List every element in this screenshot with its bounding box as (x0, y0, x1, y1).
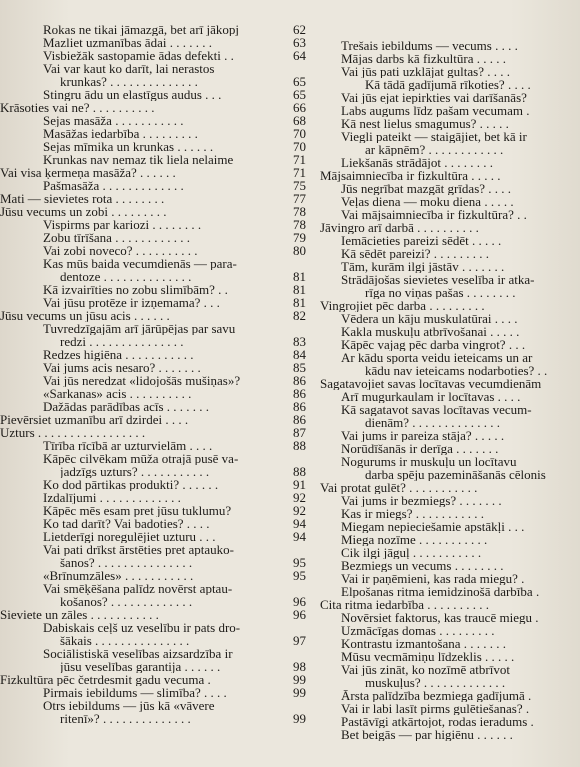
toc-entry (320, 560, 580, 573)
toc-entry (320, 53, 580, 66)
toc-entry (0, 596, 318, 609)
toc-entry-page: 71 (293, 165, 306, 180)
toc-entry-title: Pašmasāža . . . . . . . . . . . . . (43, 180, 184, 192)
toc-entry-page: 85 (293, 360, 306, 375)
toc-entry-title: Jāvingro arī darbā . . . . . . . . . . (320, 222, 479, 234)
toc-entry-title: dienām? . . . . . . . . . . . . . . (365, 417, 501, 429)
toc-entry (320, 690, 580, 703)
toc-entry-page: 88 (293, 464, 306, 479)
toc-entry (320, 118, 580, 131)
toc-entry-title: Vai smēķēšana palīdz novērst aptau- (43, 583, 233, 595)
toc-entry-page: 80 (293, 243, 306, 258)
toc-entry-title: Vai jūs neredzat «lidojošās mušiņas»? (43, 375, 241, 387)
toc-entry-title: Vai ir paņēmieni, kas rada miegu? . (341, 573, 525, 585)
toc-entry (320, 651, 580, 664)
toc-entry-page: 88 (293, 438, 306, 453)
toc-entry (320, 482, 580, 495)
toc-entry-title: Pirmais iebildums — slimība? . . . . (43, 687, 227, 699)
toc-entry-page: 99 (293, 685, 306, 700)
toc-entry (0, 674, 318, 687)
toc-entry (0, 349, 318, 362)
toc-entry-title: Viegli pateikt — staigājiet, bet kā ir (341, 131, 527, 143)
toc-entry (0, 570, 318, 583)
toc-entry (320, 625, 580, 638)
toc-entry-title: Vai jūsu protēze ir izņemama? . . . (43, 297, 220, 309)
toc-entry (320, 638, 580, 651)
toc-entry-title: Ko dod pārtikas produkti? . . . . . . (43, 479, 219, 491)
toc-entry-page: 84 (293, 347, 306, 362)
toc-entry (0, 635, 318, 648)
toc-entry-page: 79 (293, 230, 306, 245)
toc-entry-title: Vai visa ķermeņa masāža? . . . . . . (0, 167, 176, 179)
toc-entry-page: 68 (293, 113, 306, 128)
toc-entry-page: 87 (293, 425, 306, 440)
toc-entry-title: Pievērsiet uzmanību arī dzirdei . . . . (0, 414, 189, 426)
toc-entry-title: Bet beigās — par higiēnu . . . . . . (341, 729, 513, 741)
toc-entry-title: Ārsta palīdzība bezmiega gadījumā . (341, 690, 532, 702)
toc-entry-title: Miega nozīme . . . . . . . . . . . (341, 534, 488, 546)
toc-entry (0, 193, 318, 206)
toc-entry-title: Mājsaimniecība ir fizkultūra . . . . . (320, 170, 501, 182)
toc-entry-title: Sagatavojiet savas locītavas vecumdienām (320, 378, 542, 390)
toc-entry (320, 144, 580, 157)
toc-entry (0, 63, 318, 76)
toc-entry (0, 713, 318, 726)
toc-entry (320, 92, 580, 105)
toc-entry-title: rīga no viņas pašas . . . . . . . . (365, 287, 516, 299)
toc-entry-page: 65 (293, 74, 306, 89)
toc-entry (0, 206, 318, 219)
toc-entry (0, 128, 318, 141)
toc-entry (0, 700, 318, 713)
toc-entry-title: Jūs negrībat mazgāt grīdas? . . . . (341, 183, 512, 195)
toc-entry-title: Kakla muskuļu atbrīvošanai . . . . . (341, 326, 520, 338)
toc-entry-title: Krunkas nav nemaz tik lielа nelaime (43, 154, 234, 166)
toc-entry-title: Redzes higiēna . . . . . . . . . . . (43, 349, 194, 361)
toc-entry (320, 248, 580, 261)
toc-entry-title: Vai zobi noveco? . . . . . . . . . . (43, 245, 198, 257)
toc-entry (320, 716, 580, 729)
toc-entry-title: Fizkultūra pēc četrdesmit gadu vecuma . (0, 674, 211, 686)
toc-entry-title: kādu nav ieteicams nodarboties? . . (365, 365, 548, 377)
toc-entry (320, 274, 580, 287)
toc-entry (0, 167, 318, 180)
toc-entry-title: Tīrība rīcībā ar uzturvielām . . . . (43, 440, 213, 452)
toc-entry-title: Vai jums acis nesaro? . . . . . . . (43, 362, 201, 374)
toc-entry (0, 414, 318, 427)
toc-entry-title: ritenī»? . . . . . . . . . . . . . . (60, 713, 191, 725)
toc-entry-title: Mazliet uzmanības ādai . . . . . . . (43, 37, 212, 49)
toc-entry-page: 82 (293, 308, 306, 323)
toc-entry (0, 401, 318, 414)
toc-entry (0, 232, 318, 245)
toc-entry-title: Dažādas parādības acīs . . . . . . . (43, 401, 210, 413)
toc-entry (0, 427, 318, 440)
toc-entry-title: Vai jums ir bezmiegs? . . . . . . . (341, 495, 502, 507)
toc-entry (320, 222, 580, 235)
toc-entry-title: šanos? . . . . . . . . . . . . . . . (60, 557, 193, 569)
toc-entry (320, 79, 580, 92)
toc-entry-title: Cita ritma iedarbība . . . . . . . . . . (320, 599, 489, 611)
toc-entry-title: Uzturs . . . . . . . . . . . . . . . . . (0, 427, 146, 439)
toc-entry-title: Vai pati drīkst ārstēties pret aptauko- (43, 544, 234, 556)
toc-entry (320, 456, 580, 469)
toc-entry-title: Kas ir miegs? . . . . . . . . . . . (341, 508, 484, 520)
toc-entry (0, 557, 318, 570)
toc-entry-title: Masāžas iedarbība . . . . . . . . . (43, 128, 198, 140)
toc-entry-title: Vai jums ir pareiza stāja? . . . . . (341, 430, 505, 442)
toc-entry-page: 81 (293, 282, 306, 297)
toc-entry-title: Kā izvairīties no zobu slimībām? . . (43, 284, 228, 296)
toc-entry (0, 271, 318, 284)
toc-entry-title: Mājas darbs kā fizkultūra . . . . . (341, 53, 506, 65)
toc-entry (0, 388, 318, 401)
toc-entry (320, 547, 580, 560)
toc-entry (0, 375, 318, 388)
toc-entry (0, 323, 318, 336)
toc-entry-title: Tuvredzīgajām arī jārūpējas par savu (43, 323, 236, 335)
toc-entry-title: Mūsu vecmāmiņu līdzeklis . . . . . (341, 651, 515, 663)
toc-entry (0, 219, 318, 232)
toc-entry-title: košanos? . . . . . . . . . . . . . (60, 596, 193, 608)
toc-entry-page: 83 (293, 334, 306, 349)
toc-entry (0, 180, 318, 193)
toc-entry (320, 430, 580, 443)
toc-entry-title: Trešais iebildums — vecums . . . . (341, 40, 518, 52)
toc-entry-title: Stingru ādu un elastīgus audus . . . (43, 89, 222, 101)
toc-entry-title: Vai jūs zināt, ko nozīmē atbrīvot (341, 664, 510, 676)
toc-entry-title: Vai jūs ejat iepirkties vai darīšanās? (341, 92, 527, 104)
toc-entry-title: Vai ir labi lasīt pirms gulētiešanas? . (341, 703, 530, 715)
toc-entry (0, 687, 318, 700)
toc-entry (0, 466, 318, 479)
toc-entry (320, 66, 580, 79)
toc-entry-page: 77 (293, 191, 306, 206)
toc-entry (0, 609, 318, 622)
toc-entry-title: Kāpēc vajag pēc darba vingrot? . . . (341, 339, 526, 351)
toc-entry (320, 365, 580, 378)
toc-entry-page: 78 (293, 204, 306, 219)
toc-entry-title: Vai var kaut ko darīt, lai nerastos (43, 63, 215, 75)
toc-entry-title: «Sarkanas» acis . . . . . . . . . . (43, 388, 192, 400)
toc-entry (320, 677, 580, 690)
toc-entry-page: 96 (293, 594, 306, 609)
toc-entry (320, 183, 580, 196)
toc-entry (0, 518, 318, 531)
toc-entry-title: Cik ilgi jāguļ . . . . . . . . . . . (341, 547, 482, 559)
toc-entry-title: «Brīnumzāles» . . . . . . . . . . . (43, 570, 194, 582)
toc-entry (320, 417, 580, 430)
toc-entry-page: 86 (293, 373, 306, 388)
toc-entry (0, 102, 318, 115)
toc-entry-title: Arī mugurkaulam ir locītavas . . . . (341, 391, 521, 403)
toc-entry (320, 534, 580, 547)
toc-entry (0, 115, 318, 128)
toc-entry-page: 86 (293, 412, 306, 427)
toc-entry-page: 99 (293, 711, 306, 726)
toc-entry (0, 531, 318, 544)
toc-entry-title: Labs augums līdz pašam vecumam . (341, 105, 530, 117)
toc-entry (320, 40, 580, 53)
toc-entry-title: Strādājošas sievietes veselība ir atka- (341, 274, 535, 286)
toc-entry-title: ar kāpnēm? . . . . . . . . . . . . (365, 144, 504, 156)
toc-entry-page: 86 (293, 399, 306, 414)
toc-entry-page: 75 (293, 178, 306, 193)
toc-entry-title: Liekšanās strādājot . . . . . . . . (341, 157, 493, 169)
toc-entry-title: krunkas? . . . . . . . . . . . . . . (60, 76, 198, 88)
toc-entry-page: 98 (293, 659, 306, 674)
toc-entry (320, 664, 580, 677)
toc-entry (320, 521, 580, 534)
toc-entry (0, 479, 318, 492)
toc-entry (0, 362, 318, 375)
toc-entry-title: Mati — sievietes rota . . . . . . . . (0, 193, 165, 205)
toc-entry-title: Veļas diena — moku diena . . . . . (341, 196, 514, 208)
toc-entry-title: Ko tad darīt? Vai badoties? . . . . (43, 518, 210, 530)
toc-entry (320, 326, 580, 339)
toc-entry (0, 544, 318, 557)
toc-entry-title: Kā sēdēt pareizi? . . . . . . . . . (341, 248, 490, 260)
toc-entry (320, 508, 580, 521)
toc-entry-page: 95 (293, 555, 306, 570)
toc-entry (0, 648, 318, 661)
toc-entry (320, 196, 580, 209)
toc-entry-title: Jūsu vecums un jūsu acis . . . . . . (0, 310, 170, 322)
toc-entry (320, 443, 580, 456)
toc-entry-page: 62 (293, 22, 306, 37)
toc-entry-page: 70 (293, 126, 306, 141)
toc-entry-title: Dabiskais ceļš uz veselību ir pats dro- (43, 622, 241, 634)
toc-entry-title: Sociālistiskā veselības aizsardzība ir (43, 648, 233, 660)
toc-entry-title: Kontrastu izmantošana . . . . . . . (341, 638, 506, 650)
toc-entry (320, 573, 580, 586)
toc-entry (0, 310, 318, 323)
toc-entry-page: 81 (293, 295, 306, 310)
toc-entry (0, 141, 318, 154)
toc-entry-page: 71 (293, 152, 306, 167)
toc-entry-title: jūsu veselības garantija . . . . . . (60, 661, 221, 673)
toc-entry-title: Visbiežāk sastopamie ādas defekti . . (43, 50, 234, 62)
toc-entry-page: 63 (293, 35, 306, 50)
toc-entry (320, 469, 580, 482)
toc-entry-title: Elpošanas ritma iemidzinošā darbība . (341, 586, 540, 598)
toc-entry (320, 313, 580, 326)
toc-entry-title: Vai jūs pati uzklājat gultas? . . . . (341, 66, 510, 78)
toc-entry (0, 453, 318, 466)
toc-entry (0, 440, 318, 453)
toc-entry-title: Pastāvīgi atkārtojot, rodas ieradums . (341, 716, 534, 728)
toc-entry-title: Norūdīšanās ir derīga . . . . . . . (341, 443, 499, 455)
toc-entry-title: Otrs iebildums — jūs kā «vāvere (43, 700, 215, 712)
toc-entry-title: Lietderīgi noregulējiet uzturu . . . (43, 531, 216, 543)
toc-entry (320, 352, 580, 365)
toc-entry-title: Kā tādā gadījumā rīkoties? . . . . (365, 79, 531, 91)
toc-entry (320, 209, 580, 222)
toc-entry-title: Nogurums ir muskuļu un locītavu (341, 456, 517, 468)
toc-entry (320, 729, 580, 742)
toc-entry (0, 24, 318, 37)
toc-entry-title: Iemācieties pareizi sēdēt . . . . . (341, 235, 502, 247)
toc-entry-page: 70 (293, 139, 306, 154)
toc-entry (320, 404, 580, 417)
toc-entry-title: dentoze . . . . . . . . . . . . . . (60, 271, 192, 283)
toc-entry-title: Rokas ne tikai jāmazgā, bet arī jākopj (43, 24, 240, 36)
toc-entry (320, 235, 580, 248)
toc-entry-title: Vēdera un kāju muskulatūrai . . . . (341, 313, 518, 325)
toc-entry-title: Kāpēc cilvēkam mūža otrajā pusē va- (43, 453, 239, 465)
toc-entry-title: Vai protat gulēt? . . . . . . . . . . . (320, 482, 478, 494)
toc-entry (320, 131, 580, 144)
toc-entry-title: darba spēju pazemināšanās cēlonis (365, 469, 546, 481)
toc-entry (320, 300, 580, 313)
toc-entry-page: 86 (293, 386, 306, 401)
toc-entry-title: Vingrojiet pēc darba . . . . . . . . . (320, 300, 485, 312)
toc-entry-page: 64 (293, 48, 306, 63)
toc-entry-title: Sieviete un zāles . . . . . . . . . . . (0, 609, 159, 621)
toc-entry (320, 599, 580, 612)
toc-entry (320, 378, 580, 391)
toc-entry-title: Kas mūs baida vecumdienās — para- (43, 258, 237, 270)
toc-entry-title: Jūsu vecums un zobi . . . . . . . . . (0, 206, 167, 218)
toc-entry (320, 586, 580, 599)
toc-entry-title: Novērsiet faktorus, kas traucē miegu . (341, 612, 539, 624)
toc-entry (320, 261, 580, 274)
toc-entry-page: 94 (293, 516, 306, 531)
toc-entry-title: Miegam nepieciešamie apstākļi . . . (341, 521, 525, 533)
toc-entry-title: Sejas masāža . . . . . . . . . . . (43, 115, 184, 127)
toc-entry-title: Vai mājsaimniecība ir fizkultūra? . . (341, 209, 527, 221)
toc-entry (0, 583, 318, 596)
toc-entry-page: 92 (293, 503, 306, 518)
toc-entry-title: Kā sagatavot savas locītavas vecum- (341, 404, 532, 416)
toc-entry (320, 287, 580, 300)
toc-entry (0, 258, 318, 271)
toc-entry-title: Kā nest lielus smagumus? . . . . . (341, 118, 509, 130)
toc-entry-title: Krāsoties vai ne? . . . . . . . . . . (0, 102, 155, 114)
toc-entry (0, 492, 318, 505)
toc-entry-page: 99 (293, 672, 306, 687)
toc-entry-page: 95 (293, 568, 306, 583)
toc-entry (320, 703, 580, 716)
toc-entry (320, 495, 580, 508)
toc-entry-title: Bezmiegs un vecums . . . . . . . . (341, 560, 504, 572)
toc-entry (0, 661, 318, 674)
toc-entry (320, 157, 580, 170)
toc-entry-title: šākais . . . . . . . . . . . . . . . (60, 635, 190, 647)
toc-entry (0, 336, 318, 349)
toc-entry-title: Zobu tīrīšana . . . . . . . . . . . . (43, 232, 190, 244)
toc-entry-page: 91 (293, 477, 306, 492)
toc-entry (0, 245, 318, 258)
toc-entry-page: 81 (293, 269, 306, 284)
toc-entry-page: 94 (293, 529, 306, 544)
toc-entry (0, 505, 318, 518)
toc-entry-page: 96 (293, 607, 306, 622)
toc-entry-title: jadzīgs uzturs? . . . . . . . . . . . (60, 466, 210, 478)
toc-entry-title: muskuļus? . . . . . . . . . . . . . (365, 677, 506, 689)
toc-entry (0, 154, 318, 167)
toc-entry (0, 622, 318, 635)
toc-entry-page: 66 (293, 100, 306, 115)
toc-entry (0, 50, 318, 63)
toc-entry (0, 89, 318, 102)
toc-entry-title: Vispirms par kariozi . . . . . . . . (43, 219, 202, 231)
toc-entry (320, 391, 580, 404)
toc-entry-title: Tām, kurām ilgi jāstāv . . . . . . . (341, 261, 505, 273)
toc-entry (320, 339, 580, 352)
toc-entry-title: redzi . . . . . . . . . . . . . . . (60, 336, 184, 348)
toc-entry-title: Sejas mīmika un krunkas . . . . . . (43, 141, 214, 153)
toc-entry-title: Kāpēc mēs esam pret jūsu tuklumu? (43, 505, 232, 517)
toc-entry (320, 105, 580, 118)
toc-entry (320, 170, 580, 183)
toc-entry-page: 78 (293, 217, 306, 232)
toc-entry (0, 37, 318, 50)
toc-entry-page: 97 (293, 633, 306, 648)
toc-entry-title: Izdalījumi . . . . . . . . . . . . . (43, 492, 181, 504)
toc-entry (320, 612, 580, 625)
toc-entry (0, 284, 318, 297)
toc-entry (0, 76, 318, 89)
toc-entry (0, 297, 318, 310)
toc-entry-title: Uzmācīgas domas . . . . . . . . . (341, 625, 495, 637)
toc-entry-page: 65 (293, 87, 306, 102)
toc-entry-title: Ar kādu sporta veidu ieteicams un ar (341, 352, 533, 364)
toc-entry-page: 92 (293, 490, 306, 505)
